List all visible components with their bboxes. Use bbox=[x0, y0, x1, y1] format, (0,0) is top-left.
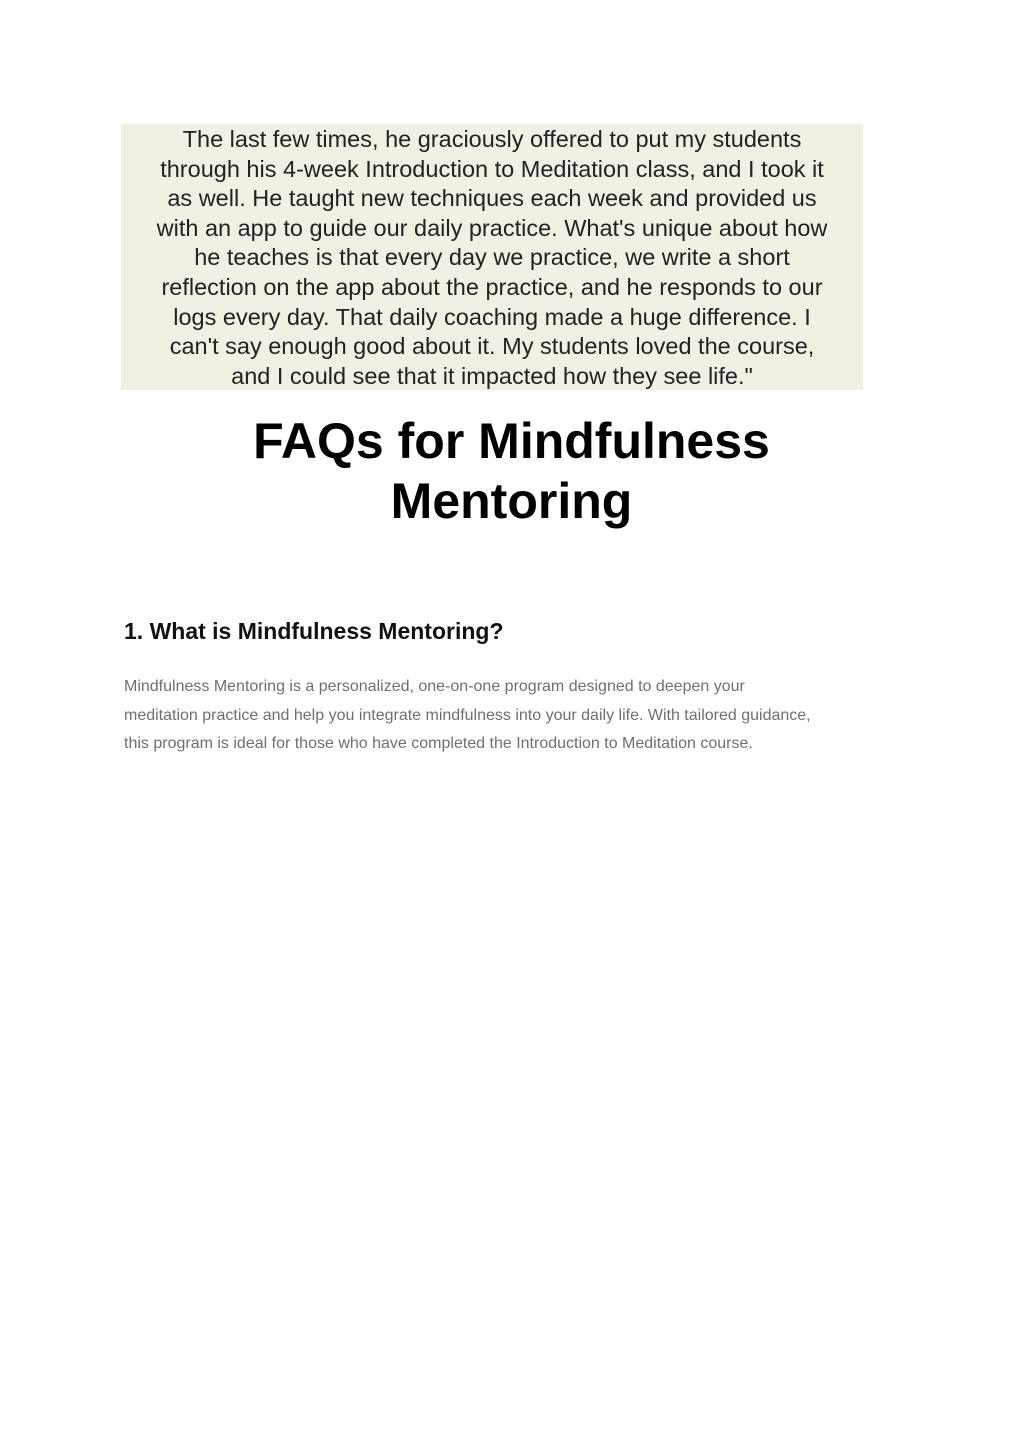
testimonial-line: he teaches is that every day we practice, we write a short bbox=[194, 244, 790, 271]
testimonial-line: The last few times, he graciously offered to put my students bbox=[182, 126, 802, 152]
faq-title-line: Mentoring bbox=[390, 473, 633, 529]
faq-title-line: FAQs for Mindfulness bbox=[253, 413, 770, 469]
faq-answer-line: this program is ideal for those who have completed the Introduction to Meditation course. bbox=[124, 735, 753, 753]
testimonial-line: logs every day. That daily coaching made a huge difference. I bbox=[173, 303, 811, 330]
faq-answer-line: Mindfulness Mentoring is a personalized, one-on-one program designed to deepen your bbox=[124, 678, 745, 695]
faq-question-1: 1. What is Mindfulness Mentoring? bbox=[124, 618, 504, 644]
testimonial-line: through his 4-week Introduction to Meditation class, and I took it bbox=[160, 155, 824, 182]
testimonial-line: can't say enough good about it. My students loved the course, bbox=[169, 333, 815, 360]
faq-answer-line: meditation practice and help you integrate mindfulness into your daily life. With tailored guidance, bbox=[124, 706, 811, 724]
testimonial-line: and I could see that it impacted how they see life." bbox=[231, 362, 753, 389]
faq-answer-1 bbox=[124, 673, 924, 759]
testimonial-line: reflection on the app about the practice, and he responds to our bbox=[161, 273, 823, 300]
testimonial-line: with an app to guide our daily practice. What's unique about how bbox=[156, 214, 828, 241]
testimonial-quote-box bbox=[121, 124, 863, 390]
testimonial-line: as well. He taught new techniques each week and provided us bbox=[167, 185, 817, 212]
faq-section-title bbox=[0, 411, 1023, 531]
